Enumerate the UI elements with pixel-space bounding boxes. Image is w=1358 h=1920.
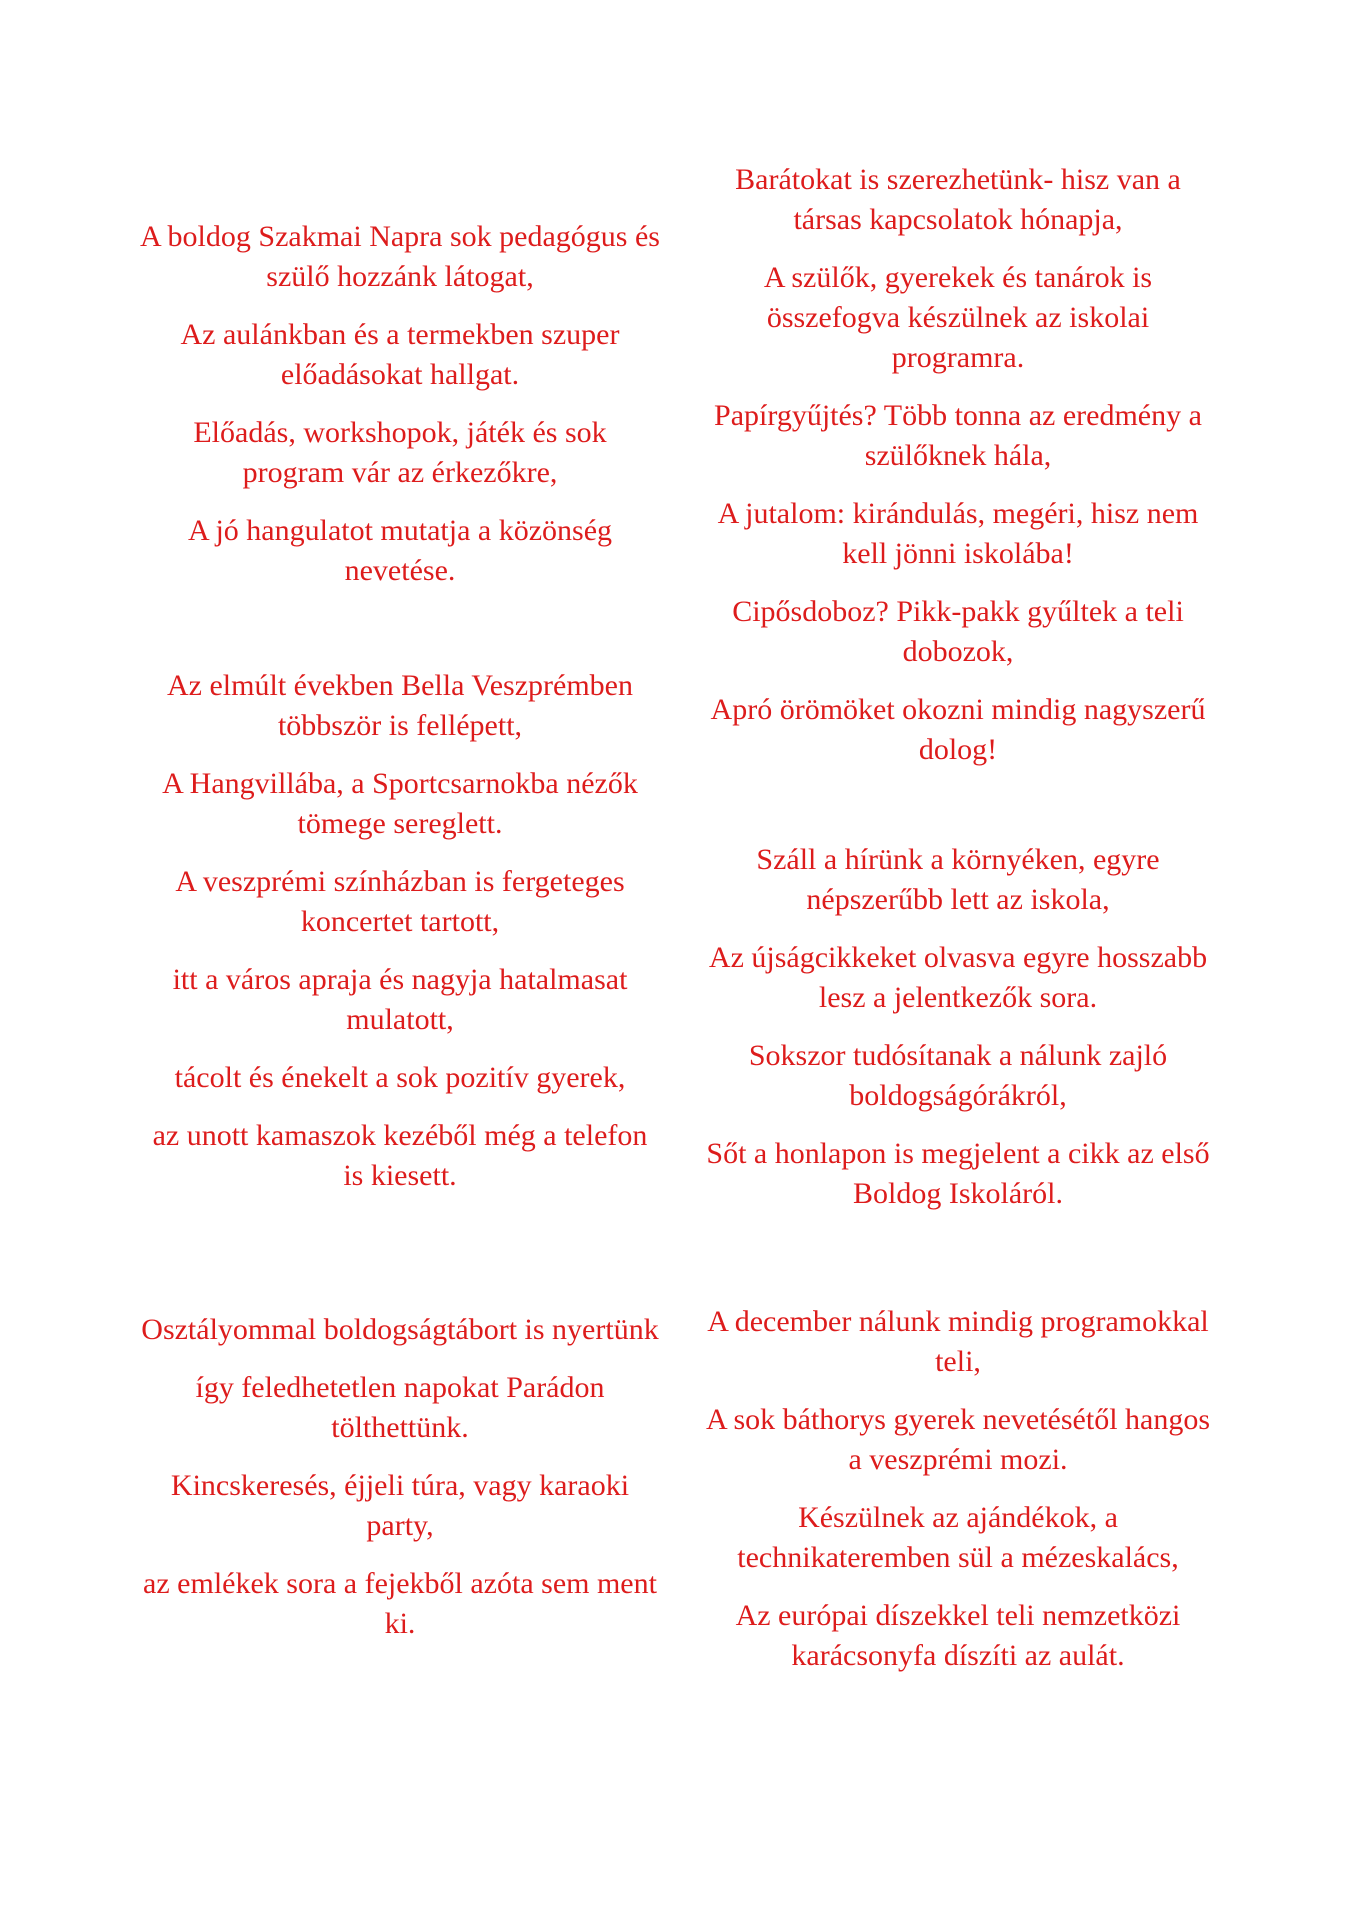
verse-line: A szülők, gyerekek és tanárok is összefogva készülnek az iskolai programra. (763, 261, 1153, 374)
verse-line: Az elmúlt években Bella Veszprémben többször is fellépett, (167, 669, 633, 742)
stanza-boldogsagtabor (140, 1310, 660, 1662)
verse-line: Apró örömöket okozni mindig nagyszerű dolog! (710, 693, 1206, 766)
verse-line: A jutalom: kirándulás, megéri, hisz nem kell jönni iskolába! (717, 497, 1199, 570)
verse-line: Barátokat is szerezhetünk- hisz van a társas kapcsolatok hónapja, (735, 163, 1181, 236)
verse-line: A december nálunk mindig programokkal teli, (707, 1305, 1209, 1378)
stanza-hirunk (698, 840, 1218, 1232)
stanza-baratok (698, 160, 1218, 788)
verse-line: Papírgyűjtés? Több tonna az eredmény a szülőknek hála, (714, 399, 1202, 472)
verse-line: Cipősdoboz? Pikk-pakk gyűltek a teli dobozok, (732, 595, 1184, 668)
verse-line: így feledhetetlen napokat Parádon tölthettünk. (195, 1371, 605, 1444)
verse-line: Az újságcikkeket olvasva egyre hosszabb lesz a jelentkezők sora. (708, 941, 1208, 1014)
verse-line: Sokszor tudósítanak a nálunk zajló boldogságórákról, (748, 1039, 1168, 1112)
verse-line: az unott kamaszok kezéből még a telefon is kiesett. (152, 1119, 648, 1192)
verse-line: A veszprémi színházban is fergeteges koncertet tartott, (175, 865, 625, 938)
verse-line: Az európai díszekkel teli nemzetközi karácsonyfa díszíti az aulát. (735, 1599, 1181, 1672)
verse-line: Előadás, workshopok, játék és sok program vár az érkezőkre, (193, 416, 607, 489)
verse-line: A Hangvillába, a Sportcsarnokba nézők tömege sereglett. (162, 767, 638, 840)
verse-line: Készülnek az ajándékok, a technikateremben sül a mézeskalács, (737, 1501, 1179, 1574)
verse-line: tácolt és énekelt a sok pozitív gyerek, (174, 1061, 626, 1094)
verse-line: Száll a hírünk a környéken, egyre népszerűbb lett az iskola, (756, 843, 1160, 916)
verse-line: az emlékek sora a fejekből azóta sem ment ki. (143, 1567, 657, 1640)
stanza-bella (140, 666, 660, 1214)
verse-line: Sőt a honlapon is megjelent a cikk az első Boldog Iskoláról. (706, 1137, 1210, 1210)
verse-line: Osztályommal boldogságtábort is nyertünk (141, 1313, 659, 1346)
verse-line: Kincskeresés, éjjeli túra, vagy karaoki party, (170, 1469, 630, 1542)
stanza-december (698, 1302, 1218, 1694)
verse-line: A boldog Szakmai Napra sok pedagógus és szülő hozzánk látogat, (140, 220, 660, 293)
verse-line: Az aulánkban és a termekben szuper előadásokat hallgat. (180, 318, 620, 391)
verse-line: itt a város apraja és nagyja hatalmasat mulatott, (172, 963, 628, 1036)
verse-line: A sok báthorys gyerek nevetésétől hangos a veszprémi mozi. (705, 1403, 1211, 1476)
stanza-szakmai-nap (140, 217, 660, 609)
verse-line: A jó hangulatot mutatja a közönség nevetése. (187, 514, 613, 587)
